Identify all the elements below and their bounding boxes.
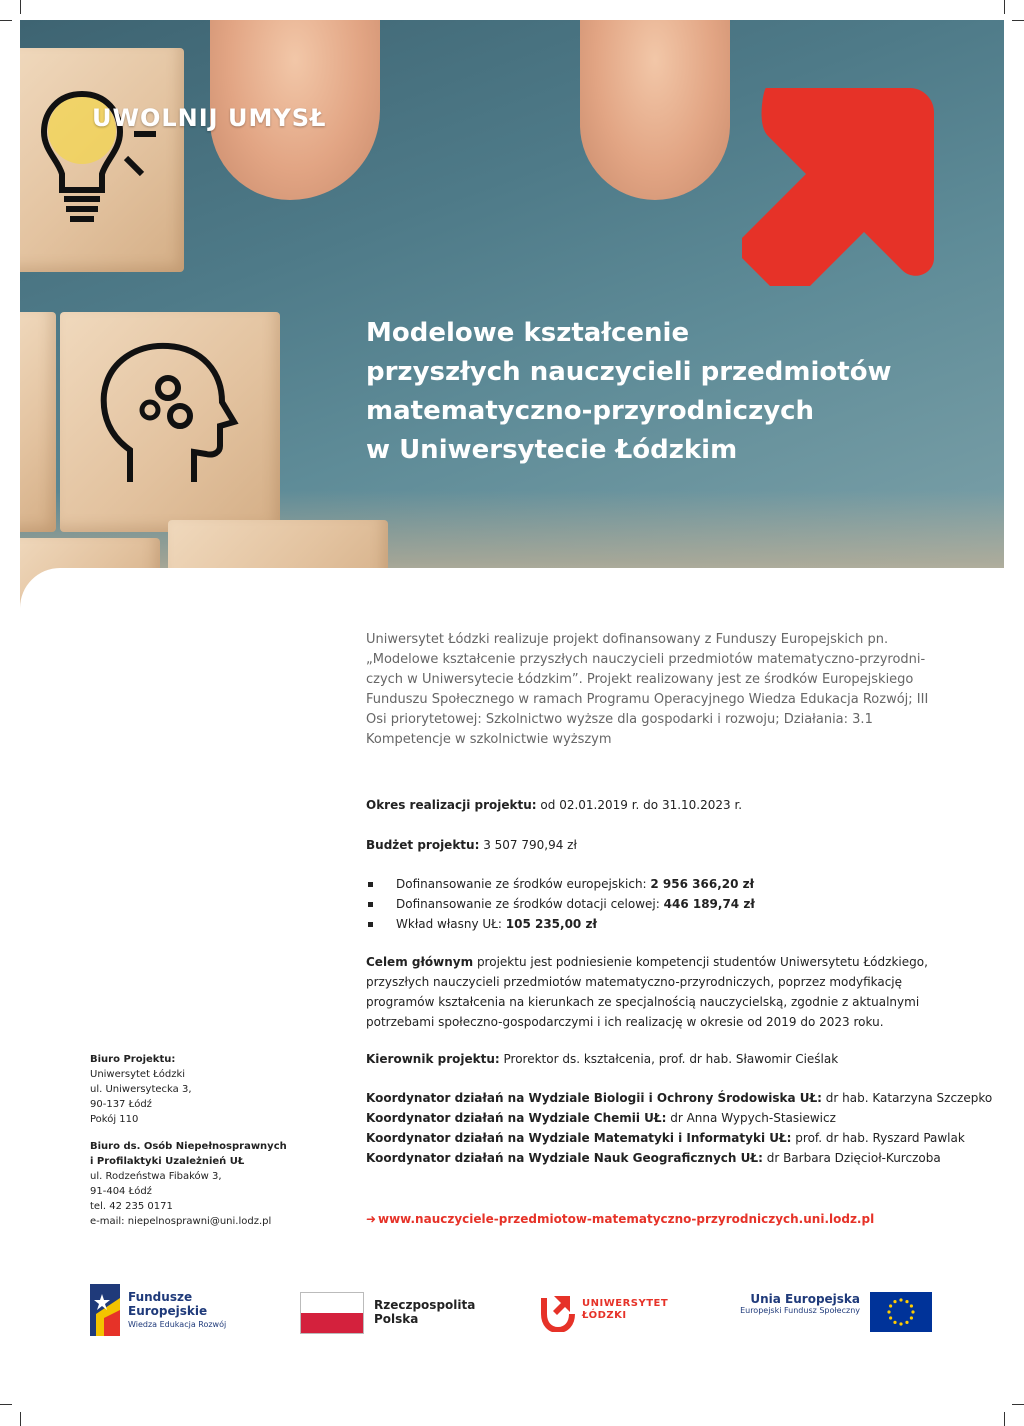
- fe-star-icon: [90, 1284, 120, 1336]
- funding-value: 2 956 366,20 zł: [650, 877, 755, 891]
- goal-text: projektu jest podniesienie kompetencji studentów Uniwersytetu Łódzkiego, przyszłych nauczycieli przedmiotów matematyczno-przyrodniczych, poprzez modyfikację programów kształcenia na kierunkach ze specjalnością nauczycielską, zgodnie z aktualnymi potrzebami społeczno-gospodarczymi i ich realizację w okresie od 2019 do 2023 roku.: [366, 955, 928, 1029]
- fe-text: [128, 1290, 207, 1318]
- hero-kicker: UWOLNIJ UMYSŁ: [92, 104, 327, 132]
- coordinator-label: Koordynator działań na Wydziale Biologii i Ochrony Środowiska UŁ:: [366, 1091, 822, 1105]
- funding-list: [366, 874, 755, 934]
- coordinators-list: [366, 1088, 992, 1168]
- office-title: Biuro Projektu:: [90, 1054, 176, 1065]
- coordinator-value: dr Anna Wypych-Stasiewicz: [666, 1111, 836, 1125]
- crop-mark: [0, 1404, 12, 1405]
- finger-right: [580, 20, 730, 200]
- hero-title-line: Modelowe kształcenie: [366, 318, 690, 348]
- fe-line: Fundusze: [128, 1290, 193, 1304]
- coordinator-value: dr Barbara Dzięcioł-Kurczoba: [762, 1151, 941, 1165]
- rp-line: Polska: [374, 1312, 419, 1326]
- arrow-right-icon: ➜: [366, 1212, 377, 1226]
- hero-title: [366, 314, 926, 470]
- list-item: [366, 914, 755, 934]
- office-line: tel. 42 235 0171: [90, 1201, 173, 1212]
- crop-mark: [1004, 0, 1005, 14]
- office-line: Uniwersytet Łódzki: [90, 1069, 186, 1080]
- hero-title-line: przyszłych nauczycieli przedmiotów: [366, 357, 892, 387]
- project-period-value: od 02.01.2019 r. do 31.10.2023 r.: [536, 798, 743, 812]
- coordinator-label: Koordynator działań na Wydziale Nauk Geograficznych UŁ:: [366, 1151, 763, 1165]
- lightbulb-block: [20, 48, 184, 272]
- crop-mark: [0, 20, 12, 21]
- edge-block: [20, 312, 56, 532]
- ul-text: [582, 1298, 668, 1322]
- ul-logo-icon: [540, 1292, 576, 1332]
- office-info: [90, 1052, 287, 1229]
- head-gears-icon: [90, 332, 250, 502]
- office-line: 90-137 Łódź: [90, 1099, 152, 1110]
- website-url[interactable]: www.nauczyciele-przedmiotow-matematyczno-przyrodniczych.uni.lodz.pl: [378, 1212, 875, 1226]
- crop-mark: [1004, 1412, 1005, 1426]
- manager-value: Prorektor ds. kształcenia, prof. dr hab. Sławomir Cieślak: [499, 1052, 839, 1066]
- footer-logos: [0, 1280, 1024, 1344]
- list-item: [366, 1148, 992, 1168]
- coordinator-label: Koordynator działań na Wydziale Chemii UŁ:: [366, 1111, 667, 1125]
- project-budget-label: Budżet projektu:: [366, 838, 480, 852]
- eu-title: Unia Europejska: [750, 1292, 860, 1306]
- project-manager: [366, 1050, 838, 1068]
- office-line: 91-404 Łódź: [90, 1186, 152, 1197]
- polish-flag: [300, 1292, 364, 1334]
- eu-subtitle: Europejski Fundusz Społeczny: [740, 1306, 860, 1315]
- eu-flag-icon: [870, 1292, 932, 1332]
- hero-banner: [20, 20, 1004, 610]
- fe-line: Europejskie: [128, 1304, 208, 1318]
- crop-mark: [1012, 20, 1024, 21]
- coordinator-label: Koordynator działań na Wydziale Matematyki i Informatyki UŁ:: [366, 1131, 792, 1145]
- disability-office-title: Biuro ds. Osób Niepełnosprawnych: [90, 1141, 287, 1152]
- list-item: [366, 1128, 992, 1148]
- funding-value: 446 189,74 zł: [663, 897, 755, 911]
- eu-text: [730, 1292, 860, 1315]
- intro-paragraph: Uniwersytet Łódzki realizuje projekt dofinansowany z Funduszy Europejskich pn. „Modelowe kształcenie przyszłych nauczycieli przedmiotów matematyczno-przyrodni-czych w Uniwersytecie Łódzkim”. Projekt realizowany jest ze środków Europejskiego Funduszu Społecznego w ramach Programu Operacyjnego Wiedza Edukacja Rozwój; III Osi priorytetowej: Szkolnictwo wyższe dla gospodarki i rozwoju; Działania: 3.1 Kompetencje w szkolnictwie wyższym: [366, 632, 929, 747]
- fundusze-europejskie-logo: [90, 1284, 290, 1336]
- manager-label: Kierownik projektu:: [366, 1052, 500, 1066]
- office-line: ul. Rodzeństwa Fibaków 3,: [90, 1171, 222, 1182]
- coordinator-value: prof. dr hab. Ryszard Pawlak: [791, 1131, 965, 1145]
- list-item: [366, 894, 755, 914]
- project-period: [366, 796, 742, 814]
- uniwersytet-lodzki-logo: [540, 1290, 680, 1334]
- project-goal: [366, 952, 946, 1032]
- list-item: [366, 1108, 992, 1128]
- disability-office-title: i Profilaktyki Uzależnień UŁ: [90, 1156, 245, 1167]
- website-link[interactable]: [366, 1212, 874, 1226]
- project-budget-value: 3 507 790,94 zł: [479, 838, 577, 852]
- funding-label: Dofinansowanie ze środków europejskich:: [396, 877, 651, 891]
- arrow-up-right-icon: [742, 88, 934, 286]
- ul-line: ŁÓDZKI: [582, 1310, 627, 1321]
- office-line: ul. Uniwersytecka 3,: [90, 1084, 192, 1095]
- funding-value: 105 235,00 zł: [505, 917, 597, 931]
- hero-curve: [20, 568, 1004, 628]
- office-email: e-mail: niepelnosprawni@uni.lodz.pl: [90, 1216, 272, 1227]
- funding-label: Wkład własny UŁ:: [396, 917, 506, 931]
- crop-mark: [20, 0, 21, 14]
- office-line: Pokój 110: [90, 1114, 139, 1125]
- crop-mark: [1012, 1404, 1024, 1405]
- rp-text: [374, 1298, 475, 1326]
- list-item: [366, 874, 755, 894]
- head-gear-block: [60, 312, 280, 532]
- fe-subtitle: Wiedza Edukacja Rozwój: [128, 1320, 227, 1329]
- rp-line: Rzeczpospolita: [374, 1298, 476, 1312]
- list-item: [366, 1088, 992, 1108]
- ul-line: UNIWERSYTET: [582, 1298, 669, 1309]
- hero-title-line: matematyczno-przyrodniczych: [366, 396, 815, 426]
- goal-label: Celem głównym: [366, 955, 474, 969]
- project-period-label: Okres realizacji projektu:: [366, 798, 537, 812]
- crop-mark: [20, 1412, 21, 1426]
- project-budget: [366, 836, 577, 854]
- hero-title-line: w Uniwersytecie Łódzkim: [366, 435, 738, 465]
- coordinator-value: dr hab. Katarzyna Szczepko: [821, 1091, 993, 1105]
- funding-label: Dofinansowanie ze środków dotacji celowej:: [396, 897, 664, 911]
